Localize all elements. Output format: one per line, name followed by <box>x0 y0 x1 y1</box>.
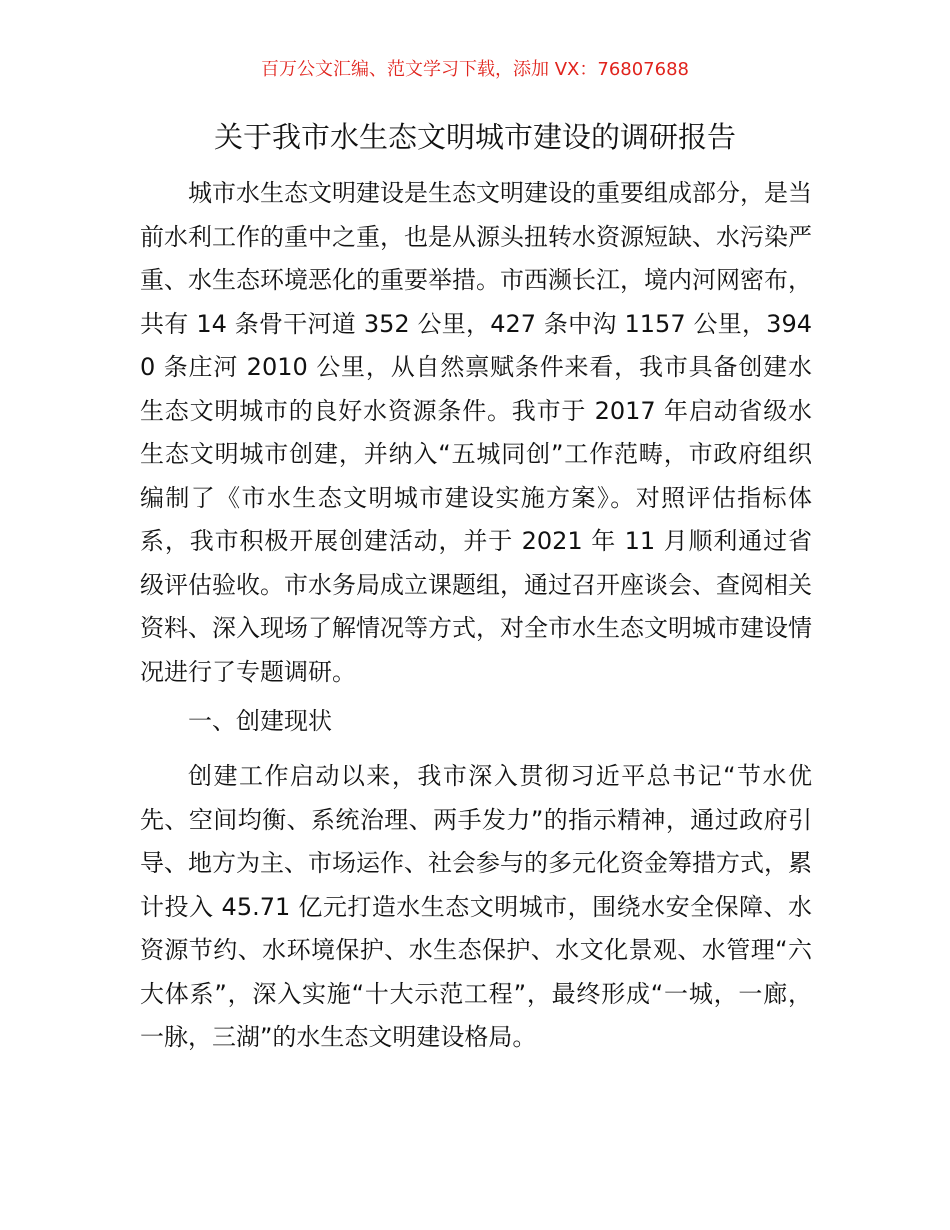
header-banner: 百万公文汇编、范文学习下载，添加 VX：76807688 <box>261 59 689 80</box>
document-title: 关于我市水生态文明城市建设的调研报告 <box>213 120 736 154</box>
body-paragraph-2: 创建工作启动以来，我市深入贯彻习近平总书记“节水优先、空间均衡、系统治理、两手发力”的指示精神，通过政府引导、地方为主、市场运作、社会参与的多元化资金筹措方式，累计投入 45.71 亿元打造水生态文明城市，围绕水安全保障、水资源节约、水环境保护、水生态保护、水文化景观、水管理“六大体系”，深入实施“十大示范工程”，最终形成“一城，一廊，一脉，三湖”的水生态文明建设格局。 <box>140 762 812 1051</box>
section-heading-1: 一、创建现状 <box>188 707 332 735</box>
body-paragraph-1: 城市水生态文明建设是生态文明建设的重要组成部分，是当前水利工作的重中之重，也是从源头扭转水资源短缺、水污染严重、水生态环境恶化的重要举措。市西濒长江，境内河网密布，共有 14 条骨干河道 352 公里，427 条中沟 1157 公里，3940 条庄河 2010 公里，从自然禀赋条件来看，我市具备创建水生态文明城市的良好水资源条件。我市于 2017 年启动省级水生态文明城市创建，并纳入“五城同创”工作范畴，市政府组织编制了《市水生态文明城市建设实施方案》。对照评估指标体系，我市积极开展创建活动，并于 2021 年 11 月顺利通过省级评估验收。市水务局成立课题组，通过召开座谈会、查阅相关资料、深入现场了解情况等方式，对全市水生态文明城市建设情况进行了专题调研。 <box>140 179 812 686</box>
